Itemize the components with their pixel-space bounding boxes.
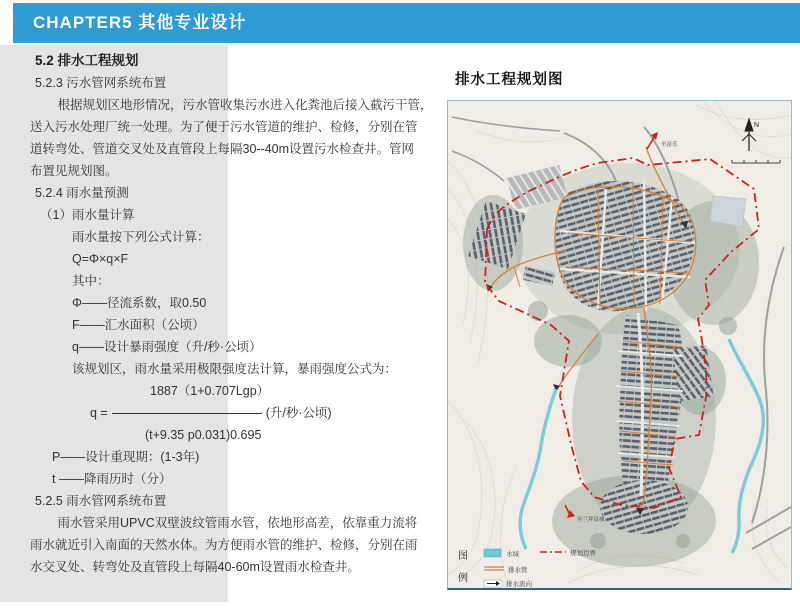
paragraph-line: 雨水管采用UPVC双壁波纹管雨水管，依地形高差，依靠重力流将 [57, 516, 418, 530]
storm-intensity-formula [60, 380, 444, 446]
reservoir-area [710, 196, 746, 227]
paragraph-line: 雨水量按下列公式计算： [72, 230, 210, 244]
paragraph-line: 水交叉处、转弯处及直管段上每隔40-60m设置雨水检查井。 [30, 560, 360, 574]
map-title: 排水工程规划图 [455, 72, 564, 88]
variable-definition: q——设计暴雨强度（升/秒·公顷） [72, 340, 262, 354]
planning-map-svg [448, 101, 791, 588]
section-heading: 5.2 排水工程规划 [35, 53, 139, 68]
legend-title-char2: 例 [458, 573, 468, 584]
legend-flow-label: 排水流向 [506, 581, 532, 588]
legend-water-swatch [484, 549, 501, 557]
paragraph-line: 根据规划区地形情况，污水管收集污水进入化粪池后接入截污干管， [57, 98, 433, 112]
subsection-heading: 5.2.3 污水管网系统布置 [35, 76, 167, 90]
road-label-top: 至富乐 [661, 142, 678, 148]
svg-text:N: N [754, 122, 760, 129]
paragraph-line: 该规划区，雨水量采用极限强度法计算，暴雨强度公式为： [72, 362, 398, 376]
paragraph-line: 送入污水处理厂统一处理。为了便于污水管道的维护、检修，分别在管 [30, 120, 418, 134]
paragraph-line: （1）雨水量计算 [40, 208, 135, 222]
variable-definition: Φ——径流系数，取0.50 [72, 296, 207, 310]
paragraph-line: 布置见规划图。 [30, 164, 118, 178]
formula-denominator: (t+9.35 p0.031)0.695 [145, 428, 262, 442]
variable-definition: t ——降雨历时（分） [52, 472, 172, 486]
legend-water-label: 水域 [506, 551, 519, 558]
formula-unit: (升/秒·公顷) [265, 406, 332, 420]
chapter-title: CHAPTER5 其他专业设计 [33, 13, 247, 32]
paragraph-line: 其中： [72, 274, 110, 288]
paragraph-line: 雨水就近引入南面的天然水体。为方便雨水管的维护、检修，分别在雨 [30, 538, 418, 552]
legend-boundary-label: 规划边界 [570, 550, 596, 557]
drainage-planning-map [447, 100, 792, 590]
variable-definition: F——汇水面积（公顷） [72, 318, 205, 332]
fraction-bar [112, 413, 262, 414]
formula-lhs: q = [90, 406, 108, 420]
formula-main-row [90, 402, 444, 424]
subsection-heading: 5.2.4 雨水量预测 [35, 186, 129, 200]
chapter-header-bar [13, 3, 800, 43]
variable-definition: P——设计重现期：(1-3年) [52, 450, 200, 464]
road-label-bottom: 至兰坪县城 [577, 517, 605, 523]
formula-numerator: 1887（1+0.707Lgp） [150, 384, 270, 398]
equation-line: Q=Φ×q×F [72, 252, 129, 266]
subsection-heading: 5.2.5 雨水管网系统布置 [35, 494, 167, 508]
paragraph-line: 道转弯处、管道交叉处及直管段上每隔30--40m设置污水检查井。管网 [30, 142, 415, 156]
document-text-column [30, 50, 444, 578]
legend-title-char1: 图 [458, 551, 468, 562]
legend-pipe-label: 排水管 [508, 567, 528, 574]
